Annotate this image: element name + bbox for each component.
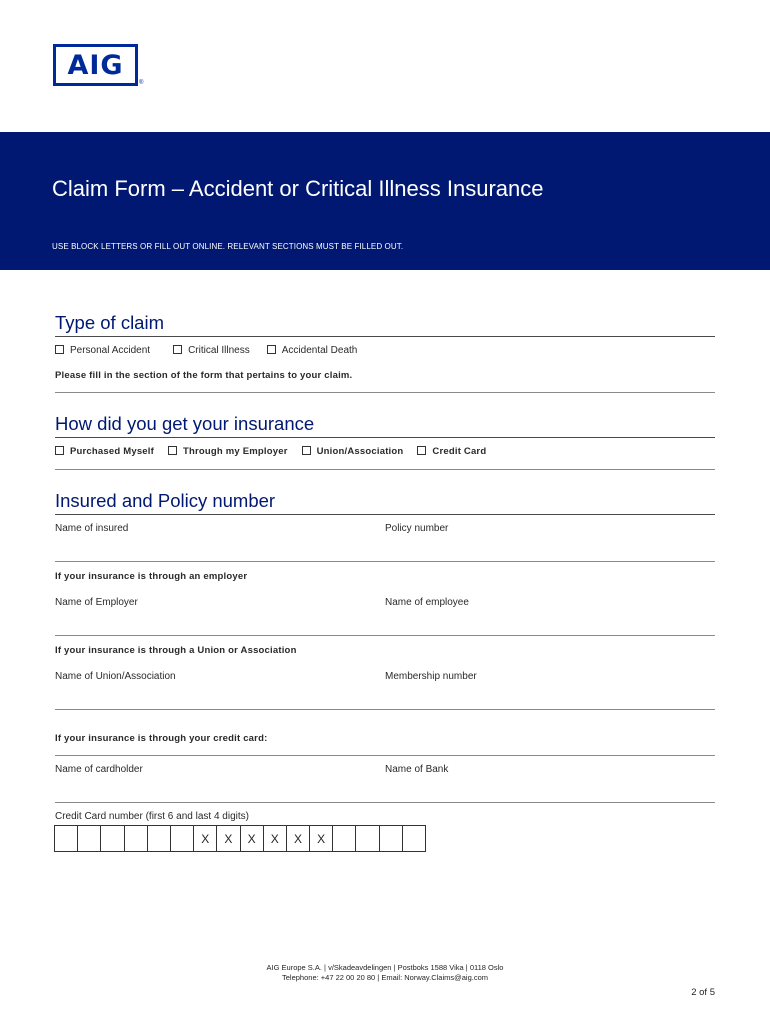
name-of-cardholder-label: Name of cardholder bbox=[55, 764, 143, 775]
logo-text: AIG bbox=[67, 49, 124, 81]
checkbox[interactable] bbox=[267, 345, 276, 354]
option-purchased-myself[interactable] bbox=[55, 446, 154, 457]
option-label: Through my Employer bbox=[182, 446, 288, 457]
checkbox[interactable] bbox=[302, 446, 311, 455]
insured-heading: Insured and Policy number bbox=[55, 490, 276, 511]
divider bbox=[55, 514, 715, 515]
checkbox[interactable] bbox=[55, 345, 64, 354]
option-accidental-death[interactable] bbox=[267, 345, 358, 356]
aig-logo bbox=[53, 44, 138, 86]
claim-type-options bbox=[55, 345, 371, 356]
name-of-employer-label: Name of Employer bbox=[55, 597, 138, 608]
cc-digit-cell[interactable] bbox=[333, 826, 356, 851]
membership-number-label: Membership number bbox=[385, 671, 477, 682]
option-union-association[interactable] bbox=[302, 446, 404, 457]
checkbox[interactable] bbox=[168, 446, 177, 455]
insurance-source-heading: How did you get your insurance bbox=[55, 413, 315, 434]
footer-contact: Telephone: +47 22 00 20 80 | Email: Norway.Claims@aig.com bbox=[282, 973, 488, 982]
credit-heading: If your insurance is through your credit card: bbox=[55, 733, 268, 744]
cc-masked-cell: X bbox=[287, 826, 310, 851]
name-of-cardholder-field[interactable] bbox=[55, 802, 715, 803]
name-of-bank-label: Name of Bank bbox=[385, 764, 449, 775]
page-number: 2 of 5 bbox=[691, 987, 715, 998]
insurance-source-options bbox=[55, 446, 500, 457]
checkbox[interactable] bbox=[55, 446, 64, 455]
divider bbox=[55, 437, 715, 438]
option-personal-accident[interactable] bbox=[55, 345, 150, 356]
form-instructions: USE BLOCK LETTERS OR FILL OUT ONLINE. RELEVANT SECTIONS MUST BE FILLED OUT. bbox=[52, 242, 404, 251]
option-label: Accidental Death bbox=[281, 345, 358, 356]
cc-digit-cell[interactable] bbox=[55, 826, 78, 851]
cc-masked-cell: X bbox=[217, 826, 240, 851]
name-of-employer-field[interactable] bbox=[55, 635, 715, 636]
name-of-union-label: Name of Union/Association bbox=[55, 671, 176, 682]
divider bbox=[55, 336, 715, 337]
cc-digit-cell[interactable] bbox=[125, 826, 148, 851]
divider bbox=[55, 755, 715, 756]
employer-heading: If your insurance is through an employer bbox=[55, 571, 248, 582]
cc-masked-cell: X bbox=[241, 826, 264, 851]
option-label: Purchased Myself bbox=[70, 446, 154, 457]
cc-digit-cell[interactable] bbox=[171, 826, 194, 851]
cc-digit-cell[interactable] bbox=[380, 826, 403, 851]
name-of-employee-label: Name of employee bbox=[385, 597, 469, 608]
cc-digit-cell[interactable] bbox=[356, 826, 379, 851]
cc-digit-cell[interactable] bbox=[101, 826, 124, 851]
claim-note: Please fill in the section of the form that pertains to your claim. bbox=[55, 370, 353, 381]
cc-digit-cell[interactable] bbox=[403, 826, 425, 851]
cc-masked-cell: X bbox=[194, 826, 217, 851]
option-label: Personal Accident bbox=[70, 345, 151, 356]
registered-mark: ® bbox=[139, 80, 144, 86]
cc-masked-cell: X bbox=[264, 826, 287, 851]
checkbox[interactable] bbox=[173, 345, 182, 354]
divider bbox=[55, 392, 715, 393]
option-critical-illness[interactable] bbox=[173, 345, 250, 356]
divider bbox=[55, 469, 715, 470]
policy-number-label: Policy number bbox=[385, 523, 449, 534]
cc-masked-cell: X bbox=[310, 826, 333, 851]
option-label: Critical Illness bbox=[188, 345, 250, 356]
footer-address: AIG Europe S.A. | v/Skadeavdelingen | Postboks 1588 Vika | 0118 Oslo bbox=[266, 963, 504, 972]
credit-card-label: Credit Card number (first 6 and last 4 digits) bbox=[55, 811, 249, 822]
option-credit-card[interactable] bbox=[417, 446, 486, 457]
option-label: Union/Association bbox=[316, 446, 404, 457]
option-through-employer[interactable] bbox=[168, 446, 288, 457]
cc-digit-cell[interactable] bbox=[148, 826, 171, 851]
option-label: Credit Card bbox=[432, 446, 487, 457]
name-of-insured-field[interactable] bbox=[55, 561, 715, 562]
cc-digit-cell[interactable] bbox=[78, 826, 101, 851]
name-of-insured-label: Name of insured bbox=[55, 523, 129, 534]
credit-card-number-grid bbox=[54, 825, 426, 852]
checkbox[interactable] bbox=[417, 446, 426, 455]
form-title: Claim Form – Accident or Critical Illness Insurance bbox=[52, 176, 544, 201]
union-heading: If your insurance is through a Union or Association bbox=[55, 645, 297, 656]
name-of-union-field[interactable] bbox=[55, 709, 715, 710]
type-of-claim-heading: Type of claim bbox=[55, 312, 164, 333]
